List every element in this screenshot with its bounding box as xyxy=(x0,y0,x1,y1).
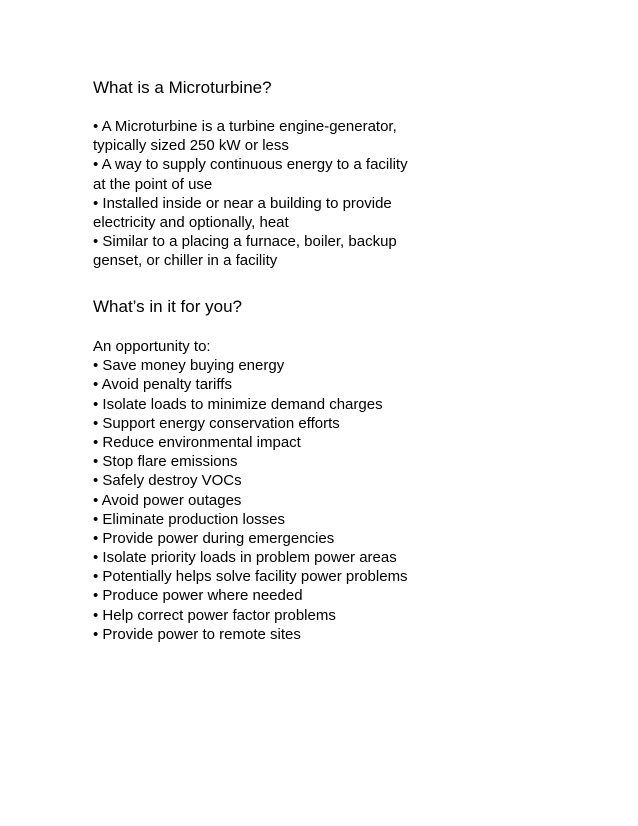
list-item: • Safely destroy VOCs xyxy=(93,472,242,490)
section-heading-microturbine: What is a Microturbine? xyxy=(93,78,272,97)
list-item: • Isolate priority loads in problem power areas xyxy=(93,549,397,567)
benefits-intro: An opportunity to: xyxy=(93,338,211,355)
list-item: • Produce power where needed xyxy=(93,587,303,605)
list-item: • Reduce environmental impact xyxy=(93,433,301,451)
section-heading-benefits: What’s in it for you? xyxy=(93,297,242,316)
text-line: • A Microturbine is a turbine engine-generator, xyxy=(93,118,397,135)
list-item: • Isolate loads to minimize demand charges xyxy=(93,395,383,413)
text-line: at the point of use xyxy=(93,175,213,193)
list-item: • Save money buying energy xyxy=(93,357,285,375)
text-line: typically sized 250 kW or less xyxy=(93,137,289,155)
microturbine-description xyxy=(93,117,408,271)
list-item: • Support energy conservation efforts xyxy=(93,414,340,432)
list-item: • Avoid penalty tariffs xyxy=(93,376,232,394)
text-line: • Installed inside or near a building to provide xyxy=(93,194,392,212)
text-line: genset, or chiller in a facility xyxy=(93,252,278,270)
list-item: • Provide power to remote sites xyxy=(93,625,301,643)
text-line: • Similar to a placing a furnace, boiler, backup xyxy=(93,233,397,251)
text-line: • A way to supply continuous energy to a facility xyxy=(93,156,408,174)
list-item: • Avoid power outages xyxy=(93,491,242,509)
list-item: • Help correct power factor problems xyxy=(93,606,336,624)
list-item: • Potentially helps solve facility power problems xyxy=(93,568,408,586)
list-item: • Eliminate production losses xyxy=(93,510,286,528)
list-item: • Stop flare emissions xyxy=(93,453,238,471)
benefits-list xyxy=(93,337,408,644)
list-item: • Provide power during emergencies xyxy=(93,529,335,547)
text-line: electricity and optionally, heat xyxy=(93,213,289,231)
